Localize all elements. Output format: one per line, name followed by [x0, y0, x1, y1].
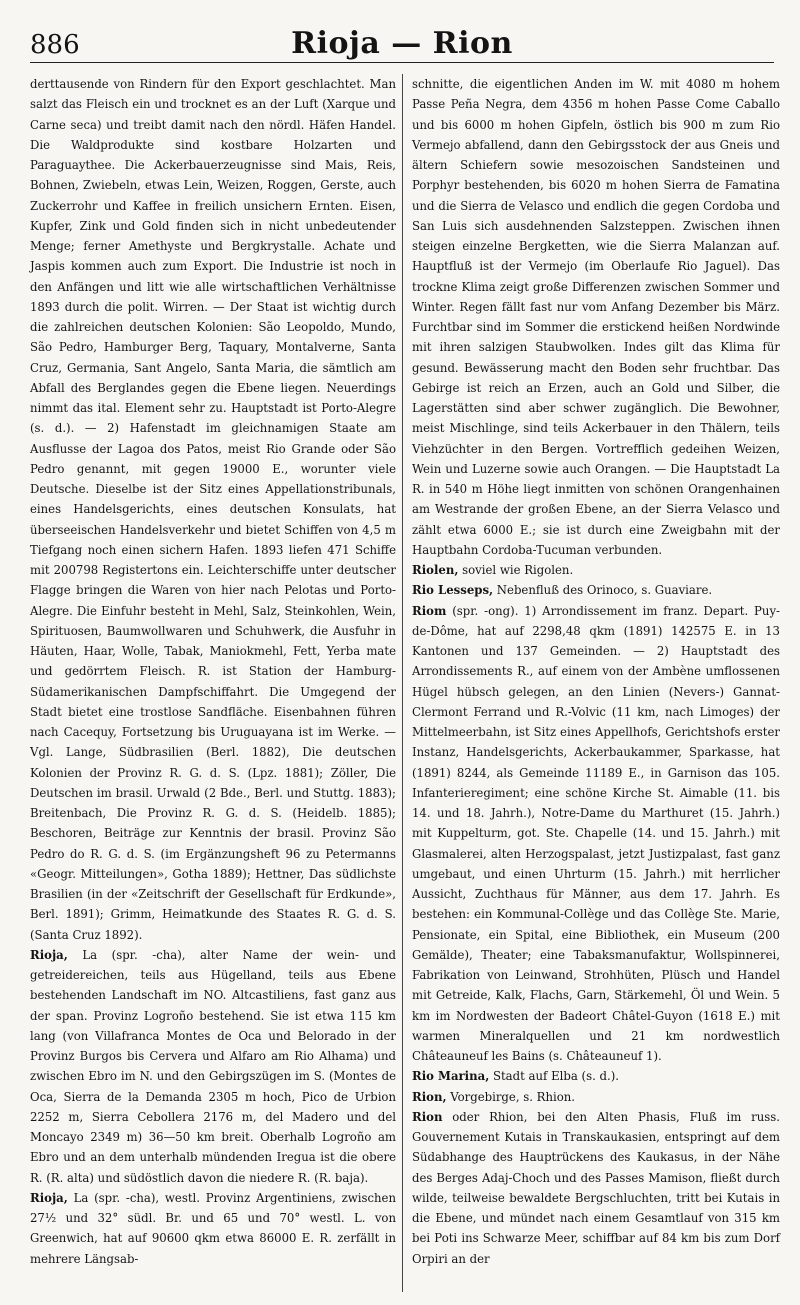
entry-headword: Rion,: [412, 1089, 447, 1104]
entry-text: (spr. -ong). 1) Arrondissement im franz. Depart. Puy-de-Dôme, hat auf 2298,48 qkm (1891) 142575 E. in 13 Kantonen und 137 Gemeinden. — 2) Hauptstadt des Arrondissements R., auf einem von der Ambène umflossenen Hügel hübsch gelegen, an den Linien (Nevers-) Gannat-Clermont Ferrand und R.-Volvic (11 km, nach Limoges) der Mittelmeerbahn, ist Sitz eines Appellhofs, Gerichtshofs erster Instanz, Handelsgerichts, Ackerbaukammer, Sparkasse, hat (1891) 8244, als Gemeinde 11189 E., in Garnison das 105. Infanterieregiment; eine schöne Kirche St. Aimable (11. bis 14. und 18. Jahrh.), Notre-Dame du Marthuret (15. Jahrh.) mit Kuppelturm, got. Ste. Chapelle (14. und 15. Jahrh.) mit Glasmalerei, alten Herzogspalast, jetzt Justizpalast, fast ganz umgebaut, und einen Uhrturm (15. Jahrh.) mit herrlicher Aussicht, Zuchthaus für Männer, aus dem 17. Jahrh. Es bestehen: ein Kommunal-Collège und das Collège Ste. Marie, Pensionate, ein Spital, eine Bibliothek, ein Museum (200 Gemälde), Theater; eine Tabaksmanufaktur, Wollspinnerei, Fabrikation von Leinwand, Strohhüten, Plüsch und Handel mit Getreide, Kalk, Flachs, Garn, Stärkemehl, Öl und Wein. 5 km im Nordwesten der Badeort Châtel-Guyon (1618 E.) mit warmen Mineralquellen und 21 km nordwestlich Châteauneuf les Bains (s. Châteauneuf 1).: [412, 603, 780, 1063]
entry-headword: Rioja,: [30, 947, 68, 962]
paragraph-rio-grande-continued: derttausende von Rindern für den Export geschlachtet. Man salzt das Fleisch ein und trocknet es an der Luft (Xarque und Carne seca) und treibt damit nach den nördl. Häfen Handel. Die Waldprodukte sind kostbare Holzarten und Paraguaythee. Die Ackerbauerzeugnisse sind Mais, Reis, Bohnen, Zwiebeln, etwas Lein, Weizen, Roggen, Gerste, auch Zuckerrohr und Kaffee in freilich unsichern Ernten. Eisen, Kupfer, Zink und Gold finden sich in nicht unbedeutender Menge; ferner Amethyste und Bergkrystalle. Achate und Jaspis kommen auch zum Export. Die Industrie ist noch in den Anfängen und litt wie alle wirtschaftlichen Verhältnisse 1893 durch die polit. Wirren. — Der Staat ist wichtig durch die zahlreichen deutschen Kolonien: São Leopoldo, Mundo, São Pedro, Hamburger Berg, Taquary, Montalverne, Santa Cruz, Germania, Sant Angelo, Santa Maria, die sämtlich am Abfall des Berglandes gegen die Ebene liegen. Neuerdings nimmt das ital. Element sehr zu. Hauptstadt ist Porto-Alegre (s. d.). — 2) Hafenstadt im gleichnamigen Staate am Ausflusse der Lagoa dos Patos, meist Rio Grande oder São Pedro genannt, mit gegen 19000 E., worunter viele Deutsche. Dieselbe ist der Sitz eines Appellationstribunals, eines Handelsgerichts, eines deutschen Konsulats, hat überseeischen Handelsverkehr und bietet Schiffen von 4,5 m Tiefgang noch einen sichern Hafen. 1893 liefen 471 Schiffe mit 200798 Registertons ein. Leichterschiffe unter deutscher Flagge bringen die Waren von hier nach Pelotas und Porto-Alegre. Die Einfuhr besteht in Mehl, Salz, Steinkohlen, Wein, Spirituosen, Baumwollwaren und Schuhwerk, die Ausfuhr in Häuten, Haar, Wolle, Tabak, Maniokmehl, Fett, Yerba mate und gedörrtem Fleisch. R. ist Station der Hamburg-Südamerikanischen Dampfschiffahrt. Die Umgegend der Stadt bietet eine trostlose Sandfläche. Eisenbahnen führen nach Cacequy, Fortsetzung bis Uruguayana ist im Werke. — Vgl. Lange, Südbrasilien (Berl. 1882), Die deutschen Kolonien der Provinz R. G. d. S. (Lpz. 1881); Zöller, Die Deutschen im brasil. Urwald (2 Bde., Berl. und Stuttg. 1883); Breitenbach, Die Provinz R. G. d. S. (Heidelb. 1885); Beschoren, Beiträge zur Kenntnis der brasil. Provinz São Pedro do R. G. d. S. (im Ergänzungsheft 96 zu Petermanns «Geogr. Mitteilungen», Gotha 1889); Hettner, Das südlichste Brasilien (in der «Zeitschrift der Gesellschaft für Erdkunde», Berl. 1891); Grimm, Heimatkunde des Staates R. G. d. S. (Santa Cruz 1892).: [30, 77, 396, 942]
column-divider: [402, 74, 403, 1292]
entry-text: oder Rhion, bei den Alten Phasis, Fluß im russ. Gouvernement Kutais in Transkaukasien, entspringt auf dem Südabhange des Hauptrückens des Kaukasus, in der Nähe des Berges Adaj-Choch und des Passes Mamison, fließt durch wilde, teilweise bewaldete Bergschluchten, tritt bei Kutais in die Ebene, und mündet nach einem Gesamtlauf von 315 km bei Poti ins Schwarze Meer, schiffbar auf 84 km bis zum Dorf Orpiri an der: [412, 1109, 780, 1266]
entry-headword: Riom: [412, 603, 447, 618]
entry-riom: [412, 601, 780, 1067]
entry-text: La (spr. -cha), alter Name der wein- und getreidereichen, teils aus Hügelland, teils aus Ebene bestehenden Landschaft im NO. Altcastiliens, fast ganz aus der span. Provinz Logroño bestehend. Sie ist etwa 115 km lang (von Villafranca Montes de Oca und Belorado in der Provinz Burgos bis Cervera und Alfaro am Rio Alhama) und zwischen Ebro im N. und den Gebirgszügen im S. (Montes de Oca, Sierra de la Demanda 2305 m hoch, Pico de Urbion 2252 m, Sierra Cebollera 2176 m, del Madero und del Moncayo 2349 m) 36—50 km breit. Oberhalb Logroño am Ebro und an dem unterhalb mündenden Iregua ist die obere R. (R. alta) und südöstlich davon die niedere R. (R. baja).: [30, 947, 396, 1185]
entry-text: La (spr. -cha), westl. Provinz Argentiniens, zwischen 27½ und 32° südl. Br. und 65 und 70° westl. L. von Greenwich, hat auf 90600 qkm etwa 86000 E. R. zerfällt in mehrere Längsab-: [30, 1190, 396, 1266]
page-header: [30, 10, 774, 70]
entry-rion-cape: [412, 1087, 780, 1107]
entry-rio-lesseps: [412, 580, 780, 600]
entry-text: Stadt auf Elba (s. d.).: [489, 1069, 619, 1084]
left-column: [30, 74, 396, 1269]
running-title: Rioja — Rion: [291, 26, 513, 61]
entry-headword: Riolen,: [412, 563, 459, 577]
page-number: 886: [30, 30, 80, 60]
entry-headword: Rion: [412, 1109, 443, 1124]
entry-text: Nebenfluß des Orinoco, s. Guaviare.: [493, 583, 713, 598]
right-column: [412, 74, 780, 1269]
entry-rion-river: [412, 1107, 780, 1269]
entry-text: soviel wie Rigolen.: [458, 563, 574, 577]
entry-rioja-landscape: [30, 945, 396, 1188]
paragraph-rioja-continued: schnitte, die eigentlichen Anden im W. mit 4080 m hohem Passe Peña Negra, dem 4356 m hohen Passe Come Caballo und bis 6000 m hohen Gipfeln, östlich bis 900 m zum Rio Vermejo abfallend, dann den Gebirgsstock der aus Gneis und ältern Schiefern sowie mesozoischen Sandsteinen und Porphyr bestehenden, bis 6020 m hohen Sierra de Famatina und die Sierra de Velasco und endlich die gegen Cordoba und San Luis sich ausdehnenden Salzsteppen. Zwischen ihnen steigen einzelne Bergketten, wie die Sierra Malanzan auf. Hauptfluß ist der Vermejo (im Oberlaufe Rio Jaguel). Das trockne Klima zeigt große Differenzen zwischen Sommer und Winter. Regen fällt fast nur vom Anfang Dezember bis März. Furchtbar sind im Sommer die erstickend heißen Nordwinde mit ihren salzigen Staubwolken. Indes gilt das Klima für gesund. Bewässerung macht den Boden sehr fruchtbar. Das Gebirge ist reich an Erzen, auch an Gold und Silber, die Lagerstätten sind aber schwer zugänglich. Die Bewohner, meist Mischlinge, sind teils Ackerbauer in den Thälern, teils Viehzüchter in den Bergen. Vortrefflich gedeihen Weizen, Wein und Luzerne sowie auch Orangen. — Die Hauptstadt La R. in 540 m Höhe liegt inmitten von schönen Orangenhainen am Westrande der großen Ebene, an der Sierra Velasco und zählt etwa 6000 E.; sie ist durch eine Zweigbahn mit der Hauptbahn Cordoba-Tucuman verbunden.: [412, 77, 780, 557]
header-rule: [30, 62, 774, 63]
entry-headword: Rio Lesseps,: [412, 583, 494, 598]
entry-text: Vorgebirge, s. Rhion.: [446, 1089, 576, 1104]
entry-rioja-province: [30, 1188, 396, 1269]
entry-rio-marina: [412, 1066, 780, 1086]
entry-headword: Rio Marina,: [412, 1069, 490, 1084]
entry-headword: Rioja,: [30, 1190, 68, 1205]
entry-riolen: [412, 560, 780, 580]
